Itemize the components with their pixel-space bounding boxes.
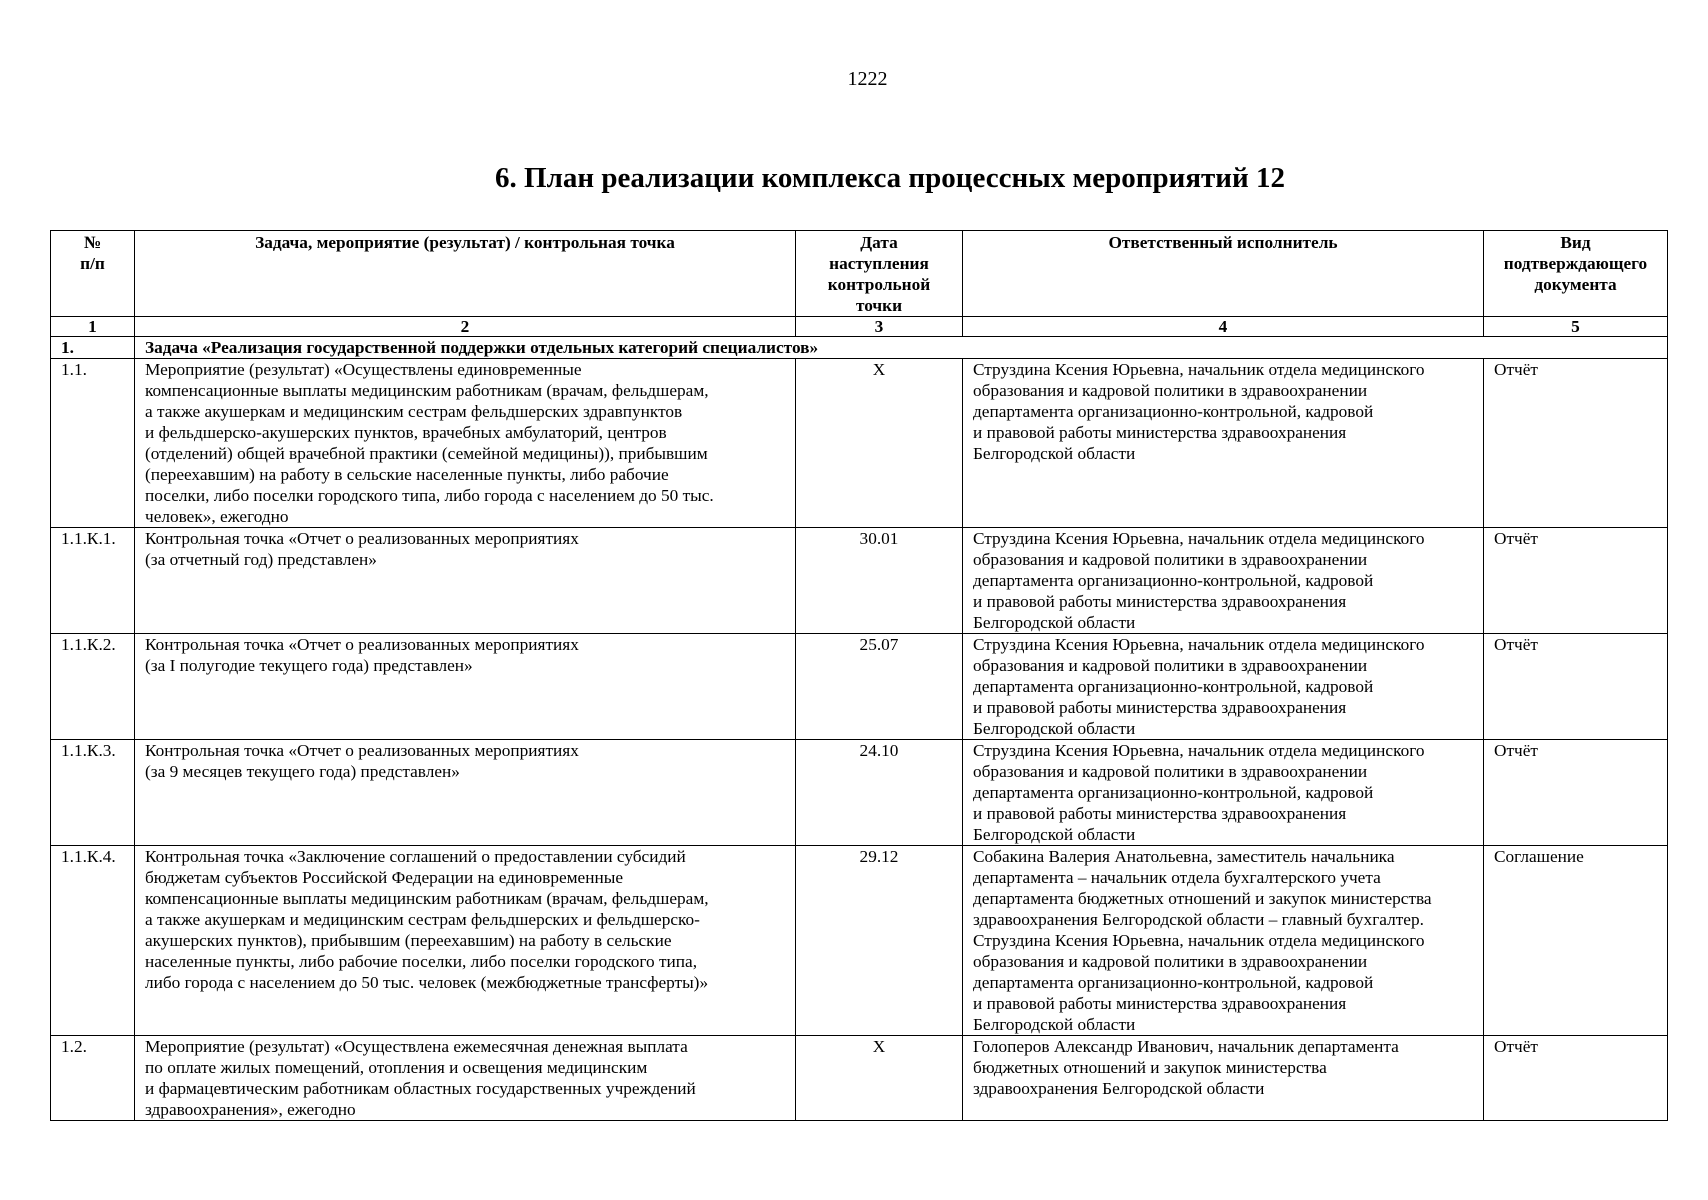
text-line: Струздина Ксения Юрьевна, начальник отдела медицинского (973, 635, 1425, 654)
column-number-row (51, 317, 1668, 337)
text-line: и правовой работы министерства здравоохранения (973, 994, 1347, 1013)
text-line: и фармацевтическим работникам областных государственных учреждений (145, 1079, 696, 1098)
text-line: департамента организационно-контрольной, кадровой (973, 973, 1374, 992)
row-date: X (796, 359, 963, 528)
text-line: департамента бюджетных отношений и закупок министерства (973, 889, 1432, 908)
row-number: 1.1.К.1. (51, 528, 135, 634)
text-line: Голоперов Александр Иванович, начальник департамента (973, 1037, 1399, 1056)
header-doc (1484, 231, 1668, 317)
row-number: 1.2. (51, 1036, 135, 1121)
plan-table (50, 230, 1668, 1121)
header-doc-line: подтверждающего (1503, 254, 1648, 273)
row-task-text (135, 634, 796, 740)
text-line: департамента организационно-контрольной, кадровой (973, 783, 1374, 802)
row-document-type: Отчёт (1484, 359, 1668, 528)
text-line: Контрольная точка «Отчет о реализованных мероприятиях (145, 635, 579, 654)
text-line: Белгородской области (973, 613, 1136, 632)
text-line: департамента – начальник отдела бухгалтерского учета (973, 868, 1381, 887)
page-number: 1222 (847, 68, 888, 90)
text-line: департамента организационно-контрольной, кадровой (973, 402, 1374, 421)
text-line: (отделений) общей врачебной практики (семейной медицины)), прибывшим (145, 444, 708, 463)
row-document-type: Соглашение (1484, 846, 1668, 1036)
document-title: 6. План реализации комплекса процессных мероприятий 12 (495, 162, 1285, 194)
header-date-line: контрольной (827, 275, 931, 294)
table-row (51, 846, 1668, 1036)
text-line: Струздина Ксения Юрьевна, начальник отдела медицинского (973, 360, 1425, 379)
text-line: компенсационные выплаты медицинским работникам (врачам, фельдшерам, (145, 381, 709, 400)
text-line: и правовой работы министерства здравоохранения (973, 423, 1347, 442)
text-line: и фельдшерско-акушерских пунктов, врачебных амбулаторий, центров (145, 423, 667, 442)
text-line: Белгородской области (973, 719, 1136, 738)
column-number: 4 (963, 317, 1484, 337)
text-line: поселки, либо поселки городского типа, либо города с населением до 50 тыс. (145, 486, 714, 505)
row-task-text (135, 359, 796, 528)
table-row (51, 528, 1668, 634)
text-line: а также акушеркам и медицинским сестрам фельдшерских здравпунктов (145, 402, 683, 421)
text-line: Мероприятие (результат) «Осуществлена ежемесячная денежная выплата (145, 1037, 688, 1056)
text-line: Контрольная точка «Отчет о реализованных мероприятиях (145, 529, 579, 548)
row-document-type: Отчёт (1484, 740, 1668, 846)
row-document-type: Отчёт (1484, 1036, 1668, 1121)
text-line: здравоохранения Белгородской области (973, 1079, 1265, 1098)
row-number: 1.1.К.4. (51, 846, 135, 1036)
table-row (51, 740, 1668, 846)
row-task-text (135, 1036, 796, 1121)
text-line: здравоохранения», ежегодно (145, 1100, 356, 1119)
text-line: здравоохранения Белгородской области – главный бухгалтер. (973, 910, 1424, 929)
header-num-line: п/п (80, 254, 105, 273)
row-document-type: Отчёт (1484, 634, 1668, 740)
row-responsible (963, 1036, 1484, 1121)
header-task: Задача, мероприятие (результат) / контрольная точка (135, 231, 796, 317)
table-row (51, 634, 1668, 740)
text-line: департамента организационно-контрольной, кадровой (973, 571, 1374, 590)
text-line: Собакина Валерия Анатольевна, заместитель начальника (973, 847, 1395, 866)
text-line: а также акушеркам и медицинским сестрам фельдшерских и фельдшерско- (145, 910, 700, 929)
row-responsible (963, 634, 1484, 740)
text-line: образования и кадровой политики в здравоохранении (973, 952, 1368, 971)
table-row (51, 359, 1668, 528)
header-date-line: наступления (829, 254, 929, 273)
text-line: и правовой работы министерства здравоохранения (973, 698, 1347, 717)
column-number: 1 (51, 317, 135, 337)
row-date: 29.12 (796, 846, 963, 1036)
header-responsible: Ответственный исполнитель (963, 231, 1484, 317)
text-line: Струздина Ксения Юрьевна, начальник отдела медицинского (973, 931, 1425, 950)
header-num-line: № (83, 233, 102, 252)
column-number: 3 (796, 317, 963, 337)
text-line: департамента организационно-контрольной, кадровой (973, 677, 1374, 696)
text-line: образования и кадровой политики в здравоохранении (973, 381, 1368, 400)
row-number: 1.1. (51, 359, 135, 528)
task-number: 1. (51, 337, 135, 359)
column-number: 2 (135, 317, 796, 337)
text-line: Белгородской области (973, 1015, 1136, 1034)
text-line: образования и кадровой политики в здравоохранении (973, 656, 1368, 675)
header-date-line: точки (855, 296, 903, 315)
header-num (51, 231, 135, 317)
table-row (51, 1036, 1668, 1121)
text-line: Контрольная точка «Заключение соглашений о предоставлении субсидий (145, 847, 686, 866)
row-date: 24.10 (796, 740, 963, 846)
task-title: Задача «Реализация государственной поддержки отдельных категорий специалистов» (135, 337, 1668, 359)
text-line: человек», ежегодно (145, 507, 289, 526)
row-date: 25.07 (796, 634, 963, 740)
text-line: и правовой работы министерства здравоохранения (973, 804, 1347, 823)
task-row (51, 337, 1668, 359)
text-line: бюджетных отношений и закупок министерства (973, 1058, 1327, 1077)
header-date (796, 231, 963, 317)
header-date-line: Дата (860, 233, 898, 252)
row-number: 1.1.К.2. (51, 634, 135, 740)
row-date: 30.01 (796, 528, 963, 634)
text-line: акушерских пунктов), прибывшим (переехавшим) на работу в сельские (145, 931, 672, 950)
text-line: образования и кадровой политики в здравоохранении (973, 762, 1368, 781)
row-responsible (963, 528, 1484, 634)
text-line: образования и кадровой политики в здравоохранении (973, 550, 1368, 569)
header-doc-line: документа (1534, 275, 1617, 294)
row-task-text (135, 846, 796, 1036)
column-number: 5 (1484, 317, 1668, 337)
table-header-row (51, 231, 1668, 317)
text-line: (за I полугодие текущего года) представлен» (145, 656, 473, 675)
text-line: компенсационные выплаты медицинским работникам (врачам, фельдшерам, (145, 889, 709, 908)
text-line: и правовой работы министерства здравоохранения (973, 592, 1347, 611)
text-line: Белгородской области (973, 825, 1136, 844)
row-document-type: Отчёт (1484, 528, 1668, 634)
text-line: бюджетам субъектов Российской Федерации на единовременные (145, 868, 624, 887)
header-doc-line: Вид (1560, 233, 1591, 252)
row-number: 1.1.К.3. (51, 740, 135, 846)
text-line: Струздина Ксения Юрьевна, начальник отдела медицинского (973, 741, 1425, 760)
text-line: (за 9 месяцев текущего года) представлен» (145, 762, 460, 781)
row-responsible (963, 740, 1484, 846)
text-line: по оплате жилых помещений, отопления и освещения медицинским (145, 1058, 648, 1077)
text-line: Мероприятие (результат) «Осуществлены единовременные (145, 360, 582, 379)
row-responsible (963, 359, 1484, 528)
text-line: либо города с населением до 50 тыс. человек (межбюджетные трансферты)» (145, 973, 709, 992)
text-line: (за отчетный год) представлен» (145, 550, 377, 569)
text-line: населенные пункты, либо рабочие поселки, либо поселки городского типа, (145, 952, 698, 971)
row-task-text (135, 528, 796, 634)
text-line: Белгородской области (973, 444, 1136, 463)
text-line: (переехавшим) на работу в сельские населенные пункты, либо рабочие (145, 465, 669, 484)
row-task-text (135, 740, 796, 846)
text-line: Струздина Ксения Юрьевна, начальник отдела медицинского (973, 529, 1425, 548)
text-line: Контрольная точка «Отчет о реализованных мероприятиях (145, 741, 579, 760)
row-date: X (796, 1036, 963, 1121)
row-responsible (963, 846, 1484, 1036)
